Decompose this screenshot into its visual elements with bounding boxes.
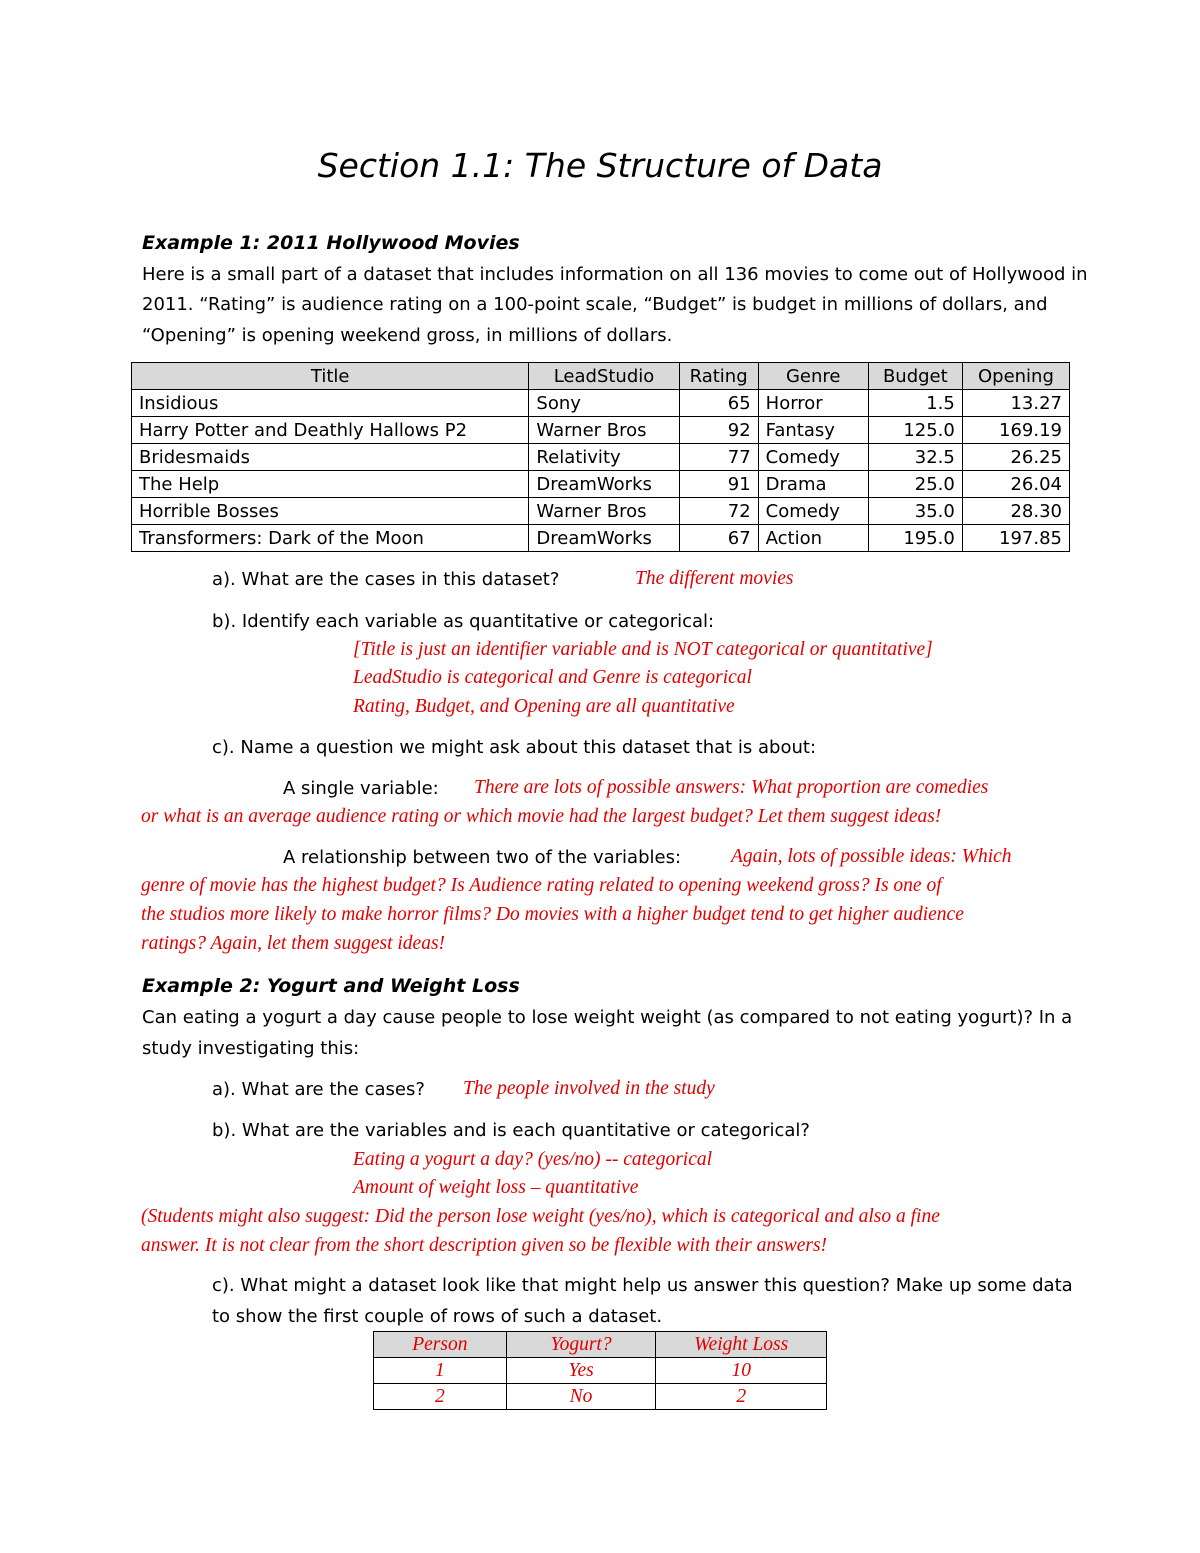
- relationship-answer-line4: ratings? Again, let them suggest ideas!: [141, 933, 446, 954]
- header-weight-loss: Weight Loss: [656, 1332, 827, 1358]
- cell-genre: Action: [758, 525, 868, 552]
- table-row: [132, 417, 1070, 444]
- cell-opening: 28.30: [962, 498, 1069, 525]
- example1-question-b: b). Identify each variable as quantitative or categorical:: [212, 611, 715, 632]
- header-title: Title: [132, 363, 529, 390]
- cell-leadstudio: DreamWorks: [529, 471, 679, 498]
- table-header-row: [374, 1332, 827, 1358]
- cell-budget: 195.0: [868, 525, 962, 552]
- single-variable-label: A single variable:: [283, 778, 439, 799]
- example1-answer-b-line1: [Title is just an identifier variable and is NOT categorical or quantitative]: [353, 639, 933, 660]
- header-person: Person: [374, 1332, 507, 1358]
- header-opening: Opening: [962, 363, 1069, 390]
- example1-answer-b-line3: Rating, Budget, and Opening are all quantitative: [353, 696, 735, 717]
- relationship-answer-line2: genre of movie has the highest budget? Is Audience rating related to opening weekend gross? Is one of: [141, 875, 942, 896]
- cell-title: Horrible Bosses: [132, 498, 529, 525]
- example2-question-c-line2: to show the first couple of rows of such a dataset.: [212, 1306, 663, 1327]
- cell-yogurt: No: [506, 1384, 656, 1410]
- header-budget: Budget: [868, 363, 962, 390]
- cell-opening: 169.19: [962, 417, 1069, 444]
- header-leadstudio: LeadStudio: [529, 363, 679, 390]
- cell-opening: 26.04: [962, 471, 1069, 498]
- cell-leadstudio: Sony: [529, 390, 679, 417]
- cell-rating: 65: [679, 390, 758, 417]
- cell-genre: Comedy: [758, 444, 868, 471]
- table-row: [132, 471, 1070, 498]
- example1-answer-b-line2: LeadStudio is categorical and Genre is categorical: [353, 667, 752, 688]
- example1-question-c: c). Name a question we might ask about this dataset that is about:: [212, 737, 817, 758]
- cell-leadstudio: Warner Bros: [529, 417, 679, 444]
- cell-rating: 67: [679, 525, 758, 552]
- relationship-answer-line1: Again, lots of possible ideas: Which: [731, 846, 1012, 867]
- cell-opening: 197.85: [962, 525, 1069, 552]
- example2-note-line1: (Students might also suggest: Did the person lose weight (yes/no), which is categorical and also a fine: [141, 1206, 940, 1227]
- cell-title: Bridesmaids: [132, 444, 529, 471]
- cell-opening: 13.27: [962, 390, 1069, 417]
- table-row: [374, 1384, 827, 1410]
- header-rating: Rating: [679, 363, 758, 390]
- cell-genre: Horror: [758, 390, 868, 417]
- cell-person: 2: [374, 1384, 507, 1410]
- cell-genre: Fantasy: [758, 417, 868, 444]
- cell-budget: 32.5: [868, 444, 962, 471]
- cell-rating: 77: [679, 444, 758, 471]
- cell-weight-loss: 10: [656, 1358, 827, 1384]
- example1-intro-line3: “Opening” is opening weekend gross, in millions of dollars.: [142, 325, 673, 346]
- cell-leadstudio: Warner Bros: [529, 498, 679, 525]
- example2-answer-b-line2: Amount of weight loss – quantitative: [353, 1177, 639, 1198]
- cell-budget: 25.0: [868, 471, 962, 498]
- example2-question-a: a). What are the cases?: [212, 1079, 425, 1100]
- relationship-answer-line3: the studios more likely to make horror films? Do movies with a higher budget tend to get higher audience: [141, 904, 964, 925]
- page-title: Section 1.1: The Structure of Data: [317, 146, 883, 185]
- cell-title: Transformers: Dark of the Moon: [132, 525, 529, 552]
- cell-weight-loss: 2: [656, 1384, 827, 1410]
- cell-title: The Help: [132, 471, 529, 498]
- table-row: [132, 390, 1070, 417]
- cell-budget: 1.5: [868, 390, 962, 417]
- example1-answer-a: The different movies: [635, 568, 794, 589]
- movies-table: [131, 362, 1070, 552]
- cell-opening: 26.25: [962, 444, 1069, 471]
- example2-heading: Example 2: Yogurt and Weight Loss: [142, 975, 520, 997]
- cell-budget: 35.0: [868, 498, 962, 525]
- table-row: [132, 498, 1070, 525]
- cell-leadstudio: Relativity: [529, 444, 679, 471]
- cell-title: Harry Potter and Deathly Hallows P2: [132, 417, 529, 444]
- cell-title: Insidious: [132, 390, 529, 417]
- table-row: [374, 1358, 827, 1384]
- example2-question-b: b). What are the variables and is each quantitative or categorical?: [212, 1120, 810, 1141]
- yogurt-table: [373, 1331, 827, 1410]
- example2-intro-line2: study investigating this:: [142, 1038, 360, 1059]
- cell-person: 1: [374, 1358, 507, 1384]
- table-row: [132, 444, 1070, 471]
- header-yogurt: Yogurt?: [506, 1332, 656, 1358]
- cell-rating: 92: [679, 417, 758, 444]
- example2-answer-b-line1: Eating a yogurt a day? (yes/no) -- categorical: [353, 1149, 713, 1170]
- header-genre: Genre: [758, 363, 868, 390]
- example1-intro-line2: 2011. “Rating” is audience rating on a 100-point scale, “Budget” is budget in millions of dollars, and: [142, 294, 1048, 315]
- cell-rating: 72: [679, 498, 758, 525]
- example2-question-c-line1: c). What might a dataset look like that might help us answer this question? Make up some data: [212, 1275, 1073, 1296]
- cell-genre: Drama: [758, 471, 868, 498]
- cell-budget: 125.0: [868, 417, 962, 444]
- example1-intro-line1: Here is a small part of a dataset that includes information on all 136 movies to come out of Hollywood in: [142, 264, 1088, 285]
- cell-leadstudio: DreamWorks: [529, 525, 679, 552]
- example2-note-line2: answer. It is not clear from the short description given so be flexible with their answers!: [141, 1235, 828, 1256]
- example2-answer-a: The people involved in the study: [463, 1078, 715, 1099]
- table-header-row: [132, 363, 1070, 390]
- single-variable-answer-line1: There are lots of possible answers: What proportion are comedies: [474, 777, 989, 798]
- cell-yogurt: Yes: [506, 1358, 656, 1384]
- table-row: [132, 525, 1070, 552]
- example1-heading: Example 1: 2011 Hollywood Movies: [142, 232, 520, 254]
- single-variable-answer-line2: or what is an average audience rating or which movie had the largest budget? Let them suggest ideas!: [141, 806, 942, 827]
- example2-intro-line1: Can eating a yogurt a day cause people to lose weight weight (as compared to not eating yogurt)? In a: [142, 1007, 1073, 1028]
- example1-question-a: a). What are the cases in this dataset?: [212, 569, 560, 590]
- relationship-label: A relationship between two of the variables:: [283, 847, 682, 868]
- cell-rating: 91: [679, 471, 758, 498]
- cell-genre: Comedy: [758, 498, 868, 525]
